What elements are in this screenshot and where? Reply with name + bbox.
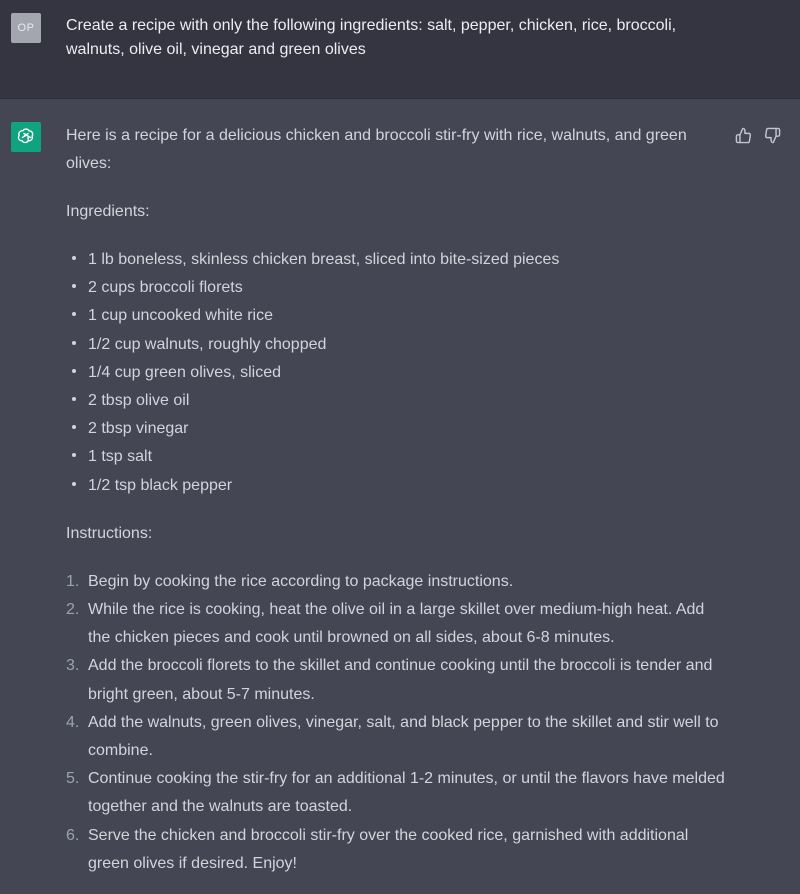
list-item (66, 709, 726, 765)
step-number: 3. (66, 657, 80, 675)
list-item (66, 652, 726, 708)
list-item: 1/2 tsp black pepper (66, 472, 726, 500)
ingredients-heading: Ingredients: (66, 203, 150, 220)
list-item (66, 568, 726, 596)
list-item (66, 822, 726, 878)
step-text: Serve the chicken and broccoli stir-fry over the cooked rice, garnished with additional green olives if desired. Enjoy! (88, 826, 689, 872)
thumbs-up-icon[interactable] (733, 125, 753, 145)
step-text: Begin by cooking the rice according to package instructions. (88, 572, 514, 590)
assistant-message (66, 122, 726, 878)
step-text: Add the walnuts, green olives, vinegar, salt, and black pepper to the skillet and stir well to combine. (88, 713, 719, 760)
list-item: 2 tbsp olive oil (66, 387, 726, 415)
list-item (66, 596, 726, 652)
user-message-text: Create a recipe with only the following ingredients: salt, pepper, chicken, rice, broccoli, walnuts, olive oil, vinegar and green olives (66, 17, 677, 58)
list-item: 1 cup uncooked white rice (66, 302, 726, 330)
user-message-row (0, 0, 800, 99)
list-item: 1 tsp salt (66, 443, 726, 471)
thumbs-down-icon[interactable] (762, 125, 782, 145)
instructions-list (66, 568, 726, 878)
step-text: Add the broccoli florets to the skillet and continue cooking until the broccoli is tender and bright green, about 5-7 minutes. (88, 657, 713, 703)
step-number: 6. (66, 826, 80, 844)
step-number: 5. (66, 770, 80, 788)
instructions-heading: Instructions: (66, 524, 153, 542)
ingredients-list (66, 246, 726, 500)
assistant-intro: Here is a recipe for a delicious chicken and broccoli stir-fry with rice, walnuts, and green olives: (66, 127, 687, 172)
list-item: 1 lb boneless, skinless chicken breast, sliced into bite-sized pieces (66, 246, 726, 274)
list-item (66, 765, 726, 821)
list-item: 1/4 cup green olives, sliced (66, 359, 726, 387)
openai-logo-icon (11, 122, 41, 152)
list-item: 1/2 cup walnuts, roughly chopped (66, 331, 726, 359)
user-avatar: OP (11, 13, 41, 43)
step-text: While the rice is cooking, heat the olive oil in a large skillet over medium-high heat. Add the chicken pieces and cook until browned on all sides, about 6-8 minutes. (88, 601, 705, 647)
list-item: 2 cups broccoli florets (66, 274, 726, 302)
step-number: 1. (66, 572, 80, 590)
step-text: Continue cooking the stir-fry for an additional 1-2 minutes, or until the flavors have melded together and the walnuts are toasted. (88, 770, 725, 816)
step-number: 4. (66, 713, 80, 731)
step-number: 2. (66, 601, 80, 619)
list-item: 2 tbsp vinegar (66, 415, 726, 443)
